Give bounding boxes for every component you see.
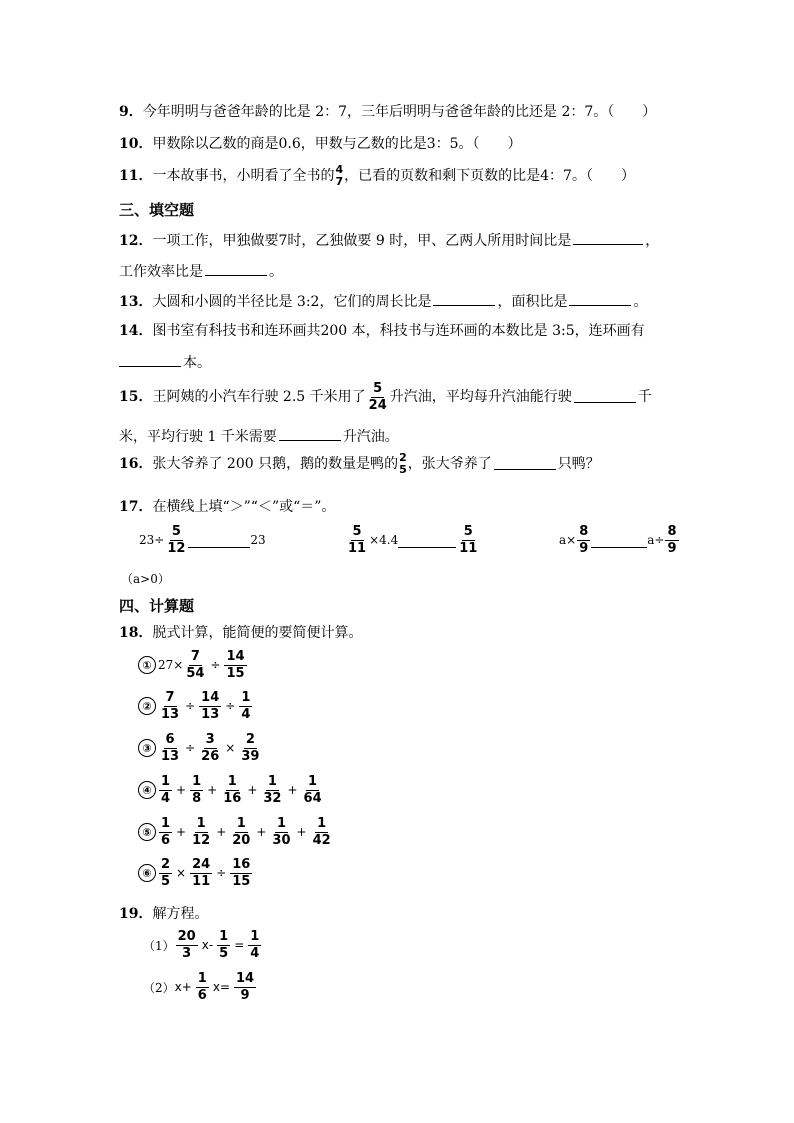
fraction: $\frac{1}{4}$ [241, 690, 251, 722]
question-text: ，已看的页数和剩下页数的比是4：7。（ ） [344, 167, 635, 184]
fraction: $\frac{2}{5}$ [161, 857, 171, 889]
operator: ÷ [216, 866, 227, 881]
equation-1 [143, 930, 262, 960]
operator: + [296, 825, 307, 840]
answer-blank[interactable] [205, 263, 267, 276]
fraction: $\frac{1}{16}$ [223, 774, 242, 806]
question-text: 升汽油。 [342, 429, 399, 445]
punctuation: 。 [269, 264, 283, 280]
question-12 [119, 232, 659, 248]
question-number: 14． [119, 323, 153, 339]
fraction: $\frac{1}{12}$ [192, 816, 211, 848]
operator: × [225, 741, 236, 756]
question-number: 17． [119, 499, 153, 515]
question-text: 王阿姨的小汽车行驶 2.5 千米用了 [152, 389, 366, 406]
answer-blank[interactable] [573, 232, 643, 245]
question-text: 米，平均行驶 1 千米需要 [119, 429, 277, 445]
fraction: $\frac{1}{32}$ [263, 774, 282, 806]
operator: + [287, 783, 298, 798]
operator: = [234, 938, 245, 953]
fraction: $\frac{1}{42}$ [312, 816, 331, 848]
fraction: $\frac{14}{13}$ [201, 690, 220, 722]
fraction: $\frac{14}{15}$ [226, 649, 245, 681]
question-text: 今年明明与爸爸年龄的比是 2：7，三年后明明与爸爸年龄的比还是 2：7。（ ） [142, 104, 657, 120]
question-text: 张大爷养了 200 只鹅，鹅的数量是鸭的 [152, 455, 399, 472]
fraction: $\frac{8}{9}$ [579, 524, 589, 556]
calc-1 [138, 650, 248, 680]
answer-blank[interactable] [279, 428, 341, 441]
question-text: 升汽油，平均每升汽油能行驶 [389, 389, 572, 406]
question-16 [119, 452, 600, 475]
fraction: 2 5 [399, 451, 407, 476]
calc-6 [138, 858, 253, 888]
calc-3 [138, 733, 262, 763]
section-heading-fill-blank: 三、填空题 [119, 201, 195, 219]
operator: ÷ [225, 699, 236, 714]
calc-4 [138, 775, 325, 805]
fraction: $\frac{2}{39}$ [241, 732, 260, 764]
compare-1 [139, 525, 266, 555]
item-number: ③ [138, 739, 156, 757]
expr-text: 27× [158, 658, 184, 673]
fraction: $\frac{1}{30}$ [272, 816, 291, 848]
question-14 [119, 324, 645, 338]
item-number: ④ [138, 781, 156, 799]
item-number: ② [138, 697, 156, 715]
question-14-line-2 [119, 354, 211, 370]
answer-blank[interactable] [591, 546, 647, 548]
question-text: 脱式计算，能简便的要简便计算。 [152, 625, 363, 641]
answer-blank[interactable] [494, 468, 556, 470]
equation-label: （1） [143, 938, 175, 953]
answer-blank[interactable] [119, 354, 181, 367]
question-text: 工作效率比是 [119, 264, 203, 280]
question-15 [119, 382, 652, 412]
condition-note: （a>0） [121, 572, 170, 586]
operator: ÷ [185, 741, 196, 756]
question-text: ，面积比是 [497, 294, 568, 310]
fraction: $\frac{16}{15}$ [232, 857, 251, 889]
question-number: 13． [119, 294, 153, 310]
question-text: 一本故事书，小明看了全书的 [152, 167, 335, 184]
operator: + [256, 825, 267, 840]
fraction: $\frac{6}{13}$ [161, 732, 180, 764]
fraction: $\frac{5}{24}$ [368, 381, 387, 413]
expr-text: a× [559, 533, 577, 548]
fraction: $\frac{1}{6}$ [161, 816, 171, 848]
calc-5 [138, 817, 334, 847]
fraction: $\frac{5}{11}$ [348, 524, 367, 556]
question-15-line-2 [119, 428, 399, 444]
compare-3 [559, 525, 680, 555]
compare-2 [345, 525, 480, 555]
fraction: $\frac{24}{11}$ [192, 857, 211, 889]
expr-text: a÷ [647, 533, 665, 548]
question-number: 18． [119, 625, 153, 641]
equation-2 [143, 972, 257, 1002]
operator: × [176, 866, 187, 881]
question-text: 只鸭？ [557, 455, 600, 472]
fraction: $\frac{8}{9}$ [667, 524, 677, 556]
operator: ÷ [210, 658, 221, 673]
fraction: $\frac{7}{13}$ [161, 690, 180, 722]
fraction: $\frac{1}{4}$ [161, 774, 171, 806]
equation-label: （2） [143, 980, 175, 995]
answer-blank[interactable] [188, 546, 250, 548]
question-12-line-2 [119, 263, 283, 279]
fraction: $\frac{1}{20}$ [232, 816, 251, 848]
question-text: 图书室有科技书和连环画共200 本，科技书与连环画的本数比是 3:5，连环画有 [152, 323, 645, 339]
operator: + [216, 825, 227, 840]
question-number: 11． [119, 167, 153, 184]
fraction: $\frac{1}{5}$ [219, 929, 229, 961]
question-number: 9． [119, 104, 143, 120]
item-number: ① [138, 656, 156, 674]
section-heading-calculation: 四、计算题 [119, 597, 195, 615]
fraction: $\frac{1}{4}$ [250, 929, 260, 961]
question-13 [119, 293, 647, 309]
question-17 [119, 500, 335, 514]
question-number: 15． [119, 389, 153, 406]
question-text: 解方程。 [152, 906, 209, 922]
operator: + [176, 825, 187, 840]
question-number: 19． [119, 906, 153, 922]
question-text: ，张大爷养了 [407, 455, 492, 472]
fraction: 4 7 [335, 163, 344, 188]
operator: x= [212, 980, 230, 995]
question-19 [119, 907, 208, 921]
item-number: ⑤ [138, 823, 156, 841]
question-18 [119, 626, 362, 640]
question-11 [119, 164, 635, 187]
question-text: 大圆和小圆的半径比是 3:2，它们的周长比是 [152, 294, 432, 310]
fraction: $\frac{7}{54}$ [186, 649, 205, 681]
operator: + [176, 783, 187, 798]
operator: ÷ [185, 699, 196, 714]
question-number: 16． [119, 455, 153, 472]
expr-text: ×4.4 [369, 533, 399, 548]
fraction: $\frac{3}{26}$ [201, 732, 220, 764]
answer-blank[interactable] [569, 293, 631, 306]
question-text: 甲数除以乙数的商是0.6，甲数与乙数的比是3：5。（ ） [152, 136, 522, 152]
answer-blank[interactable] [398, 546, 456, 548]
fraction: $\frac{20}{3}$ [177, 929, 196, 961]
operator: x+ [174, 980, 192, 995]
item-number: ⑥ [138, 864, 156, 882]
fraction: $\frac{1}{8}$ [192, 774, 202, 806]
question-text: 一项工作，甲独做要7时，乙独做要 9 时，甲、乙两人所用时间比是 [152, 233, 572, 249]
question-9 [119, 105, 656, 119]
expr-text: 23÷ [139, 533, 165, 548]
question-text: 在横线上填“＞”“＜”或“＝”。 [152, 499, 336, 515]
punctuation: ， [645, 233, 660, 249]
question-number: 12． [119, 233, 153, 249]
question-text: 千 [637, 389, 652, 406]
fraction: $\frac{1}{64}$ [303, 774, 322, 806]
question-number: 10． [119, 136, 153, 152]
question-10 [119, 137, 522, 151]
fraction: $\frac{1}{6}$ [197, 971, 207, 1003]
answer-blank[interactable] [433, 293, 495, 306]
operator: + [207, 783, 218, 798]
fraction: $\frac{5}{11}$ [459, 524, 478, 556]
operator: + [247, 783, 258, 798]
fraction: $\frac{14}{9}$ [236, 971, 255, 1003]
answer-blank[interactable] [574, 401, 636, 403]
question-text: 本。 [183, 355, 211, 371]
punctuation: 。 [633, 294, 648, 310]
calc-2 [138, 691, 253, 721]
operator: x- [201, 938, 214, 953]
expr-text: 23 [250, 533, 266, 548]
fraction: $\frac{5}{12}$ [167, 524, 186, 556]
